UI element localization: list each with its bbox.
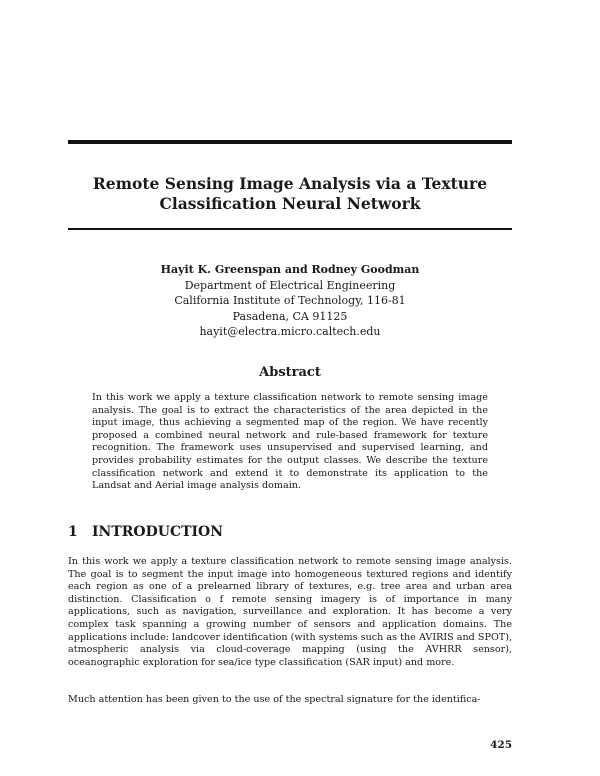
title-bottom-rule xyxy=(68,228,512,230)
title-line-1: Remote Sensing Image Analysis via a Texture xyxy=(92,174,488,193)
author-department: Department of Electrical Engineering xyxy=(184,278,396,292)
page-number: 425 xyxy=(490,739,512,751)
author-email: hayit@electra.micro.caltech.edu xyxy=(199,325,381,338)
title-line-2: Classification Neural Network xyxy=(159,194,421,213)
author-block xyxy=(40,262,540,340)
author-city: Pasadena, CA 91125 xyxy=(232,309,348,323)
body-paragraph-1: In this work we apply a texture classification network to remote sensing image analysis. The goal is to segment the input image into homogeneous textured regions and identify each region as one of a prelearned library of textures, e.g. tree area and urban area distinction. Classification o f remote sensing imagery is of importance in many applications, such as navigation, surveillance and exploration. It has become a very complex task spanning a growing number of sensors and application domains. The applications include: landcover identification (with systems such as the AVIRIS and SPOT), atmospheric analysis via cloud-coverage mapping (using the AVHRR sensor), oceanographic exploration for sea/ice type classification (SAR input) and more. xyxy=(68,556,512,668)
section-title: INTRODUCTION xyxy=(92,524,224,540)
section-heading xyxy=(68,524,223,540)
section-number: 1 xyxy=(68,524,78,540)
abstract-heading: Abstract xyxy=(259,365,321,380)
body-paragraph-2: Much attention has been given to the use of the spectral signature for the identifica- xyxy=(68,694,481,705)
title-top-rule xyxy=(68,140,512,144)
paper-title xyxy=(40,174,540,214)
author-institution: California Institute of Technology, 116-81 xyxy=(174,294,406,307)
abstract-text: In this work we apply a texture classification network to remote sensing image analysis. The goal is to extract the characteristics of the area depicted in the input image, thus achieving a segmented map of the region. We have recently proposed a combined neural network and rule-based framework for texture recognition. The framework uses unsupervised and supervised learning, and provides probability estimates for the output classes. We describe the texture classification network and extend it to demonstrate its application to the Landsat and Aerial image analysis domain. xyxy=(92,392,488,492)
author-names: Hayit K. Greenspan and Rodney Goodman xyxy=(160,263,420,276)
